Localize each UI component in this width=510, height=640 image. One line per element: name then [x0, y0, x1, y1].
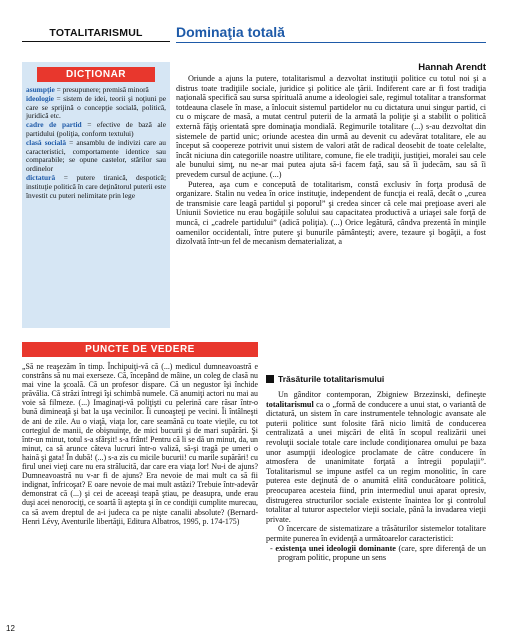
features-body [266, 390, 486, 563]
glossary-definition: = ansamblu de indivizi care au caracteristici, comportamente identice sau comparabile; se opune castelor, stărilor sau ordinelor [26, 137, 166, 174]
glossary-definition: = presupunere; premisă minoră [54, 85, 149, 94]
glossary-definition: = putere tiranică, despotică; instituţie politică în care deţinătorul puterii este învestit cu puteri nelimitate prin lege [26, 172, 166, 200]
glossary-term: dictatură [26, 172, 56, 182]
glossary-title: DICŢIONAR [37, 67, 155, 82]
article-author: Hannah Arendt [418, 62, 486, 73]
features-title: Trăsăturile totalitarismului [278, 374, 385, 384]
glossary-term: asumpţie [26, 85, 55, 94]
features-paragraph: O încercare de sistematizare a trăsăturilor sistemelor totalitare permite punerea în evidenţă a următoarelor caracteristici: [266, 524, 486, 543]
article-body [176, 74, 486, 247]
glossary-entry [22, 95, 170, 121]
article-paragraph: Oriunde a ajuns la putere, totalitarismul a dezvoltat instituţii politice cu totul noi şi a distrus toate tradiţiile sociale, juridice şi politice ale ţării. Indiferent care ar fi fost tradiţia naţională specifică sau sursa spirituală anume a ideologiei sale, regimul totalitar a transformat totdeauna clasele în mase, a înlocuit sistemul partidelor nu cu dictatura unui singur partid, ci cu o mişcare de masă, a mutat centrul puterii de la armată la poliţie şi a stabilit o politică externă făţiş orientată spre dominaţia mondială. Regimurile totalitare (...) s-au dezvoltat din sistemele de partid unic; oriunde acestea din urmă au devenit cu adevărat totalitare, ele au început să coopereze potrivit unui sistem de valori atât de radical deosebit de toate celelalte, încât niciuna din categoriile noastre utilitare, comune, fie ele tradiţii, justiţiei, moralei sau cele ale bunului simţ, nu ne-ar mai putea ajuta să-i facem faţă, sau să îi judecăm, sau să îi prevedem cursul de acţiune. (...) [176, 74, 486, 179]
glossary-term: clasă socială [26, 137, 67, 147]
features-paragraph [266, 390, 486, 524]
features-text: (care, spre diferenţă de un program politic, propune un sens [278, 543, 486, 563]
glossary-term: ideologie [26, 93, 54, 103]
chapter-title: TOTALITARISMUL [22, 27, 170, 42]
section-title: Dominaţia totală [176, 24, 486, 43]
features-bold-term: existenţa unei ideologii dominante [275, 543, 396, 553]
features-bold-term: totalitarismul [266, 399, 314, 409]
glossary-definition: = sistem de idei, teorii şi noţiuni pe care se sprijină o concepţie socială, politică, juridică etc. [26, 93, 166, 121]
article-paragraph: Puterea, aşa cum e concepută de totalitarism, constă exclusiv în forţa produsă de organizare. Stalin nu vedea în orice instituţie, independent de funcţia ei reală, decât o „curea de transmisie care leagă partidul şi poporul” şi credea sincer că cele mai preţioase averi ale Uniunii Sovietice nu erau bogăţiile solului sau capacitatea productivă a uriaşei sale forţă de muncă, ci „cadrele partidului” (adică poliţia). (...) Orice legătură, cândva prezentă în minţile oamenilor occidentali, între putere şi bunurile pământeşti; avere, tezaure şi bogăţii, a fost dizolvată într-un fel de mecanism dematerializat, a [176, 179, 486, 247]
points-of-view-text: „Să ne reaşezăm în timp. Închipuiţi-vă că (...) medicul dumneavoastră e constrâns să nu mai exerseze. Că, începând de mâine, un coleg de clasă nu mai vine la şcoală. Că un profesor dispare. Că un negustor îşi închide prăvălia. Că străzi întregi îşi schimbă numele. Că anumiţi actori nu mai au voie să filmeze. (...) Imaginaţi-vă poliţişti cu pelerină care răsar într-o bună dimineaţă şi bat la uşa vecinilor. Îi cunoaşteţi pe vecini. Îi întâlneşti de ani de zile. Au o viaţă, viaţa lor, care seamănă cu toate vieţile, cu tot cortegiul de manii, de obişnuinţe, de mici bucurii şi de mari supărări. Şi într-un minut, totul s-a sfârşit! s-a frânt! Pentru că li se dă un minut, da, un minut, ca să arunce câteva lucruri într-o valiză, să-şi tragă pe umeri o haină şi gata! În dubă! (...) s-a zis cu micile bucurii! cu marile supărări! cu firul unei vieţi care nu era strălucită, dar care era viaţa lor! Nu-i de ajuns? Dumneavoastră nu v-ar fi de ajuns? Era nevoie de mai mult ca să fii indignat, înfricoşat? E oare nevoie de mai mult astăzi? Trebuie într-adevăr demonstrat că (...) şi cei de aceeaşi teapă ştiau, pe deasupra, unde erau duşi acei nenorociţi, ce soartă îi aştepta şi în ce condiţii cumplite murecau, ca să avem dreptul de a-i judeca ca pe nişte canalii absolute? (Bernard-Henri Lévy, Aventurile libertăţii, Editura Albatros, 1995, p. 174-175) [22, 362, 258, 526]
features-text: Un gânditor contemporan, Zbigniew Brzezinski, defineşte [278, 390, 486, 399]
glossary-definition: = efective de bază ale partidului (poliţia, conform textului) [26, 120, 166, 138]
glossary-entry [22, 139, 170, 174]
features-text: ca o „formă de conducere a unui stat, o variantă de dictatură, un sistem în care instrumentele tehnologic avansate ale puterii politice sunt folosite fără nicio limită de conducerea centralizată a unei mişcări de elită în scopul realizării unei revoluţii sociale totale care include condiţionarea omului pe baza unor asumpţii ideologice proclamate de către conducere în atmosfera de unanimitate forţată a întregii populaţii”. Totalitarismul se impune astfel ca un regim monolitic, în care puterea este deţinută de o anumită elită conducătoare politică, preocuparea acesteia fiind, prin intermediul unui aparat opresiv, distrugerea structurilor sociale existente înaintea lor şi controlul totalitar al tuturor aspectelor vieţii sociale, până la invadarea vieţii private. [266, 399, 486, 524]
glossary-entry [22, 174, 170, 200]
features-list-item: - existenţa unei ideologii dominante (care, spre diferenţă de un program politic, propune un sens [270, 543, 486, 563]
glossary-term: cadre de partid [26, 120, 82, 130]
glossary-box [22, 62, 170, 328]
square-bullet-icon [266, 375, 274, 383]
page-number: 12 [6, 624, 15, 633]
features-heading [266, 374, 486, 384]
glossary-entry [22, 121, 170, 139]
points-of-view-title: PUNCTE DE VEDERE [22, 342, 258, 357]
